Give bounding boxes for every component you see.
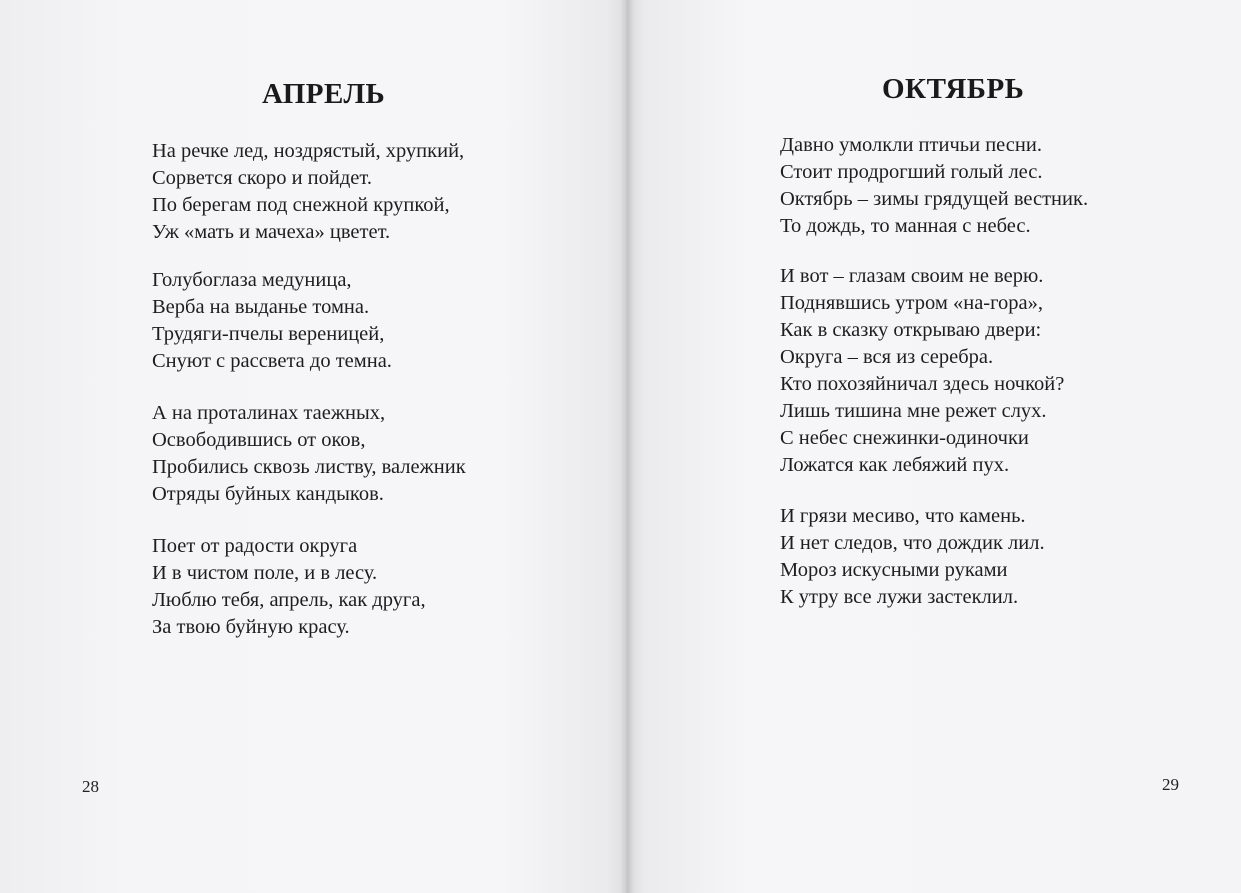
verse-line: С небес снежинки-одиночки xyxy=(780,427,1029,449)
poem-title-october: ОКТЯБРЬ xyxy=(882,73,1025,105)
verse-line: Трудяги-пчелы вереницей, xyxy=(152,323,385,345)
verse-line: Давно умолкли птичьи песни. xyxy=(780,134,1042,156)
stanza xyxy=(780,263,1064,479)
stanza xyxy=(780,132,1088,240)
verse-line: Поет от радости округа xyxy=(152,535,358,557)
right-page xyxy=(626,0,1241,893)
page-number-left: 28 xyxy=(82,777,99,796)
verse-line: Снуют с рассвета до темна. xyxy=(152,350,392,372)
verse-line: И грязи месиво, что камень. xyxy=(780,505,1026,527)
verse-line: Отряды буйных кандыков. xyxy=(152,483,384,505)
verse-line: Пробились сквозь листву, валежник xyxy=(152,456,466,478)
verse-line: Как в сказку открываю двери: xyxy=(780,319,1042,341)
verse-line: По берегам под снежной крупкой, xyxy=(152,194,450,216)
stanza xyxy=(152,267,392,375)
stanza xyxy=(780,503,1045,611)
verse-line: За твою буйную красу. xyxy=(152,616,350,638)
verse-line: Мороз искусными руками xyxy=(780,559,1008,581)
page-number-right: 29 xyxy=(1162,775,1179,794)
verse-line: Верба на выданье томна. xyxy=(152,296,370,318)
verse-line: А на проталинах таежных, xyxy=(152,402,386,424)
stanza xyxy=(152,400,466,508)
verse-line: И нет следов, что дождик лил. xyxy=(780,532,1045,554)
verse-line: Поднявшись утром «на-гора», xyxy=(780,292,1043,314)
verse-line: Округа – вся из серебра. xyxy=(780,346,994,368)
stanza xyxy=(152,138,464,246)
verse-line: Уж «мать и мачеха» цветет. xyxy=(152,221,391,243)
verse-line: Сорвется скоро и пойдет. xyxy=(152,167,372,189)
verse-line: К утру все лужи застеклил. xyxy=(780,586,1019,608)
stanza xyxy=(152,533,426,641)
verse-line: Лишь тишина мне режет слух. xyxy=(780,400,1047,422)
verse-line: То дождь, то манная с небес. xyxy=(780,215,1031,237)
verse-line: Ложатся как лебяжий пух. xyxy=(780,454,1010,476)
verse-line: И в чистом поле, и в лесу. xyxy=(152,562,378,584)
verse-line: Освободившись от оков, xyxy=(152,429,366,451)
verse-line: Стоит продрогший голый лес. xyxy=(780,161,1043,183)
verse-line: Голубоглаза медуница, xyxy=(152,269,352,291)
verse-line: Люблю тебя, апрель, как друга, xyxy=(152,589,426,611)
book-gutter xyxy=(620,0,634,893)
verse-line: Кто похозяйничал здесь ночкой? xyxy=(780,373,1065,395)
verse-line: На речке лед, ноздрястый, хрупкий, xyxy=(152,140,465,162)
verse-line: Октябрь – зимы грядущей вестник. xyxy=(780,188,1089,210)
poem-title-april: АПРЕЛЬ xyxy=(262,78,386,110)
verse-line: И вот – глазам своим не верю. xyxy=(780,265,1044,287)
